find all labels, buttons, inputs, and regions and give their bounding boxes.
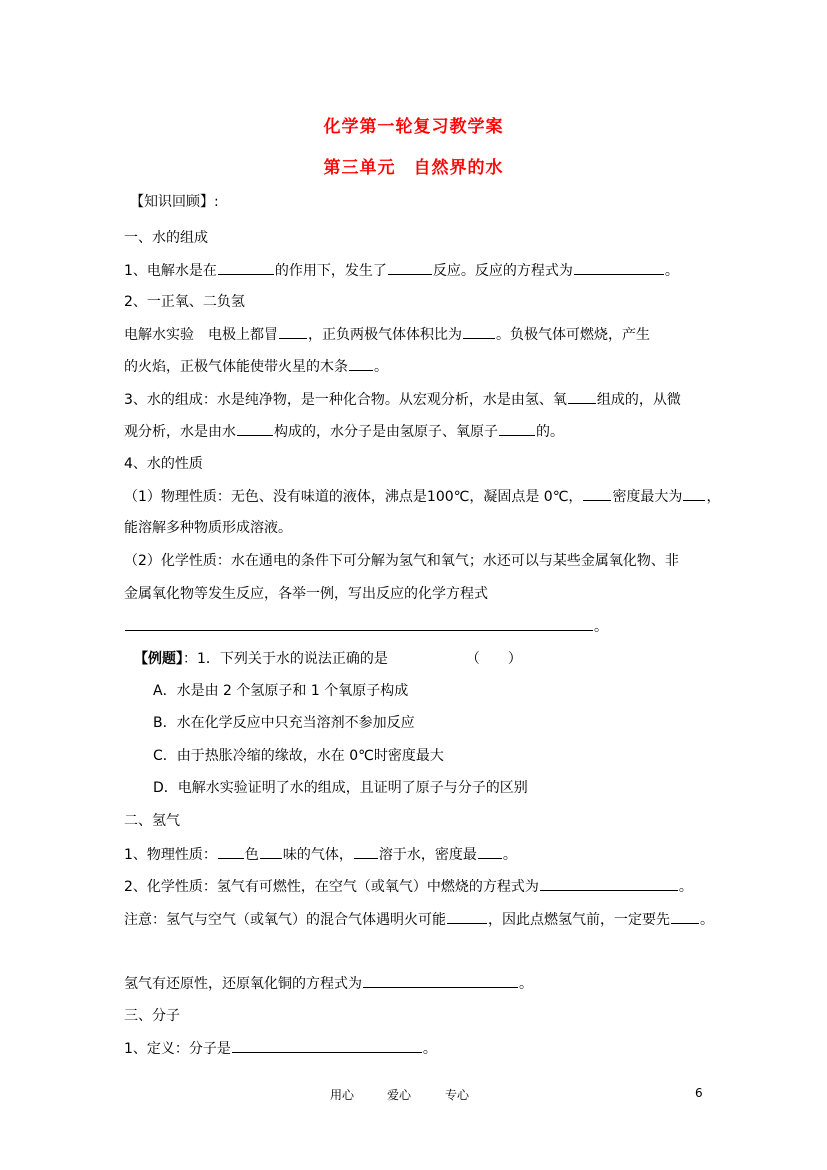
blank [232,1038,422,1053]
document-title: 化学第一轮复习教学案 [323,117,504,137]
blank [671,909,699,924]
unit-title: 第三单元 自然界的水 [323,158,504,178]
footer-motto-2: 爱心 [387,1088,412,1102]
blank [683,486,705,501]
question-3-line-2: 观分析，水是由水 构成的，水分子是由氢原子、氧原子 的。 [124,421,564,442]
hydrogen-safety-note: 注意：氢气与空气（或氧气）的混合气体遇明火可能 ，因此点燃氢气前，一定要先 。 [124,909,714,930]
blank [447,909,487,924]
hydrogen-reduction: 氢气有还原性，还原氧化铜的方程式为 。 [124,973,533,994]
chemical-properties-line-2: 金属氧化物等发生反应，各举一例，写出反应的化学方程式 [124,586,488,602]
section-water-composition: 一、水的组成 [124,230,208,246]
physical-properties-line-2: 能溶解多种物质形成溶液。 [124,520,292,536]
answer-bracket: （ ） [465,651,522,667]
footer-motto-1: 用心 [330,1088,355,1102]
blank [583,486,611,501]
blank [354,844,378,859]
page-number: 6 [695,1086,703,1100]
example-label: 【例题】 [134,651,183,667]
molecule-definition: 1、定义：分子是 。 [124,1038,437,1059]
question-2-line-1: 电解水实验 电极上都冒 ，正负两极气体体积比为 。负极气体可燃烧，产生 [124,324,650,345]
footer-motto-3: 专心 [445,1088,470,1102]
option-a: A．水是由 2 个氢原子和 1 个氧原子构成 [153,683,409,699]
review-heading: 【知识回顾】: [130,194,219,210]
blank [568,389,596,404]
blank [540,876,678,891]
blank [279,324,307,339]
option-d: D．电解水实验证明了水的组成，且证明了原子与分子的区别 [153,780,528,796]
blank [463,324,495,339]
blank [125,616,593,631]
section-water-properties: 4、水的性质 [124,456,203,472]
blank [478,844,502,859]
question-2-line-2: 的火焰，正极气体能使带火星的木条 。 [124,356,388,377]
hydrogen-physical-properties: 1、物理性质： 色 味的气体， 溶于水，密度最 。 [124,844,517,865]
blank [388,260,432,275]
option-c: C．由于热胀冷缩的缘故，水在 0℃时密度最大 [153,748,444,764]
section-hydrogen: 二、氢气 [124,813,180,829]
example-question: 【例题】：1．下列关于水的说法正确的是 （ ） [134,651,522,667]
blank [363,973,518,988]
physical-properties-line-1: （1）物理性质：无色、没有味道的液体，沸点是100℃，凝固点是 0℃， 密度最大为 ， [124,486,720,507]
blank [499,421,535,436]
blank [218,844,244,859]
blank [574,260,664,275]
blank [237,421,273,436]
blank [260,844,282,859]
question-3-line-1: 3、水的组成：水是纯净物，是一种化合物。从宏观分析，水是由氢、氧 组成的，从微 [124,389,681,410]
section-molecule: 三、分子 [124,1008,180,1024]
chemical-properties-line-1: （2）化学性质：水在通电的条件下可分解为氢气和氧气；水还可以与某些金属氧化物、非 [124,553,679,569]
section-electrolysis: 2、一正氧、二负氢 [124,294,245,310]
question-1: 1、电解水是在 的作用下，发生了 反应。反应的方程式为 。 [124,260,679,281]
blank [349,356,373,371]
option-b: B．水在化学反应中只充当溶剂不参加反应 [153,715,415,731]
chemical-equation-answer-line: 。 [124,616,608,637]
hydrogen-chemical-properties: 2、化学性质：氢气有可燃性，在空气（或氧气）中燃烧的方程式为 。 [124,876,693,897]
blank [218,260,274,275]
